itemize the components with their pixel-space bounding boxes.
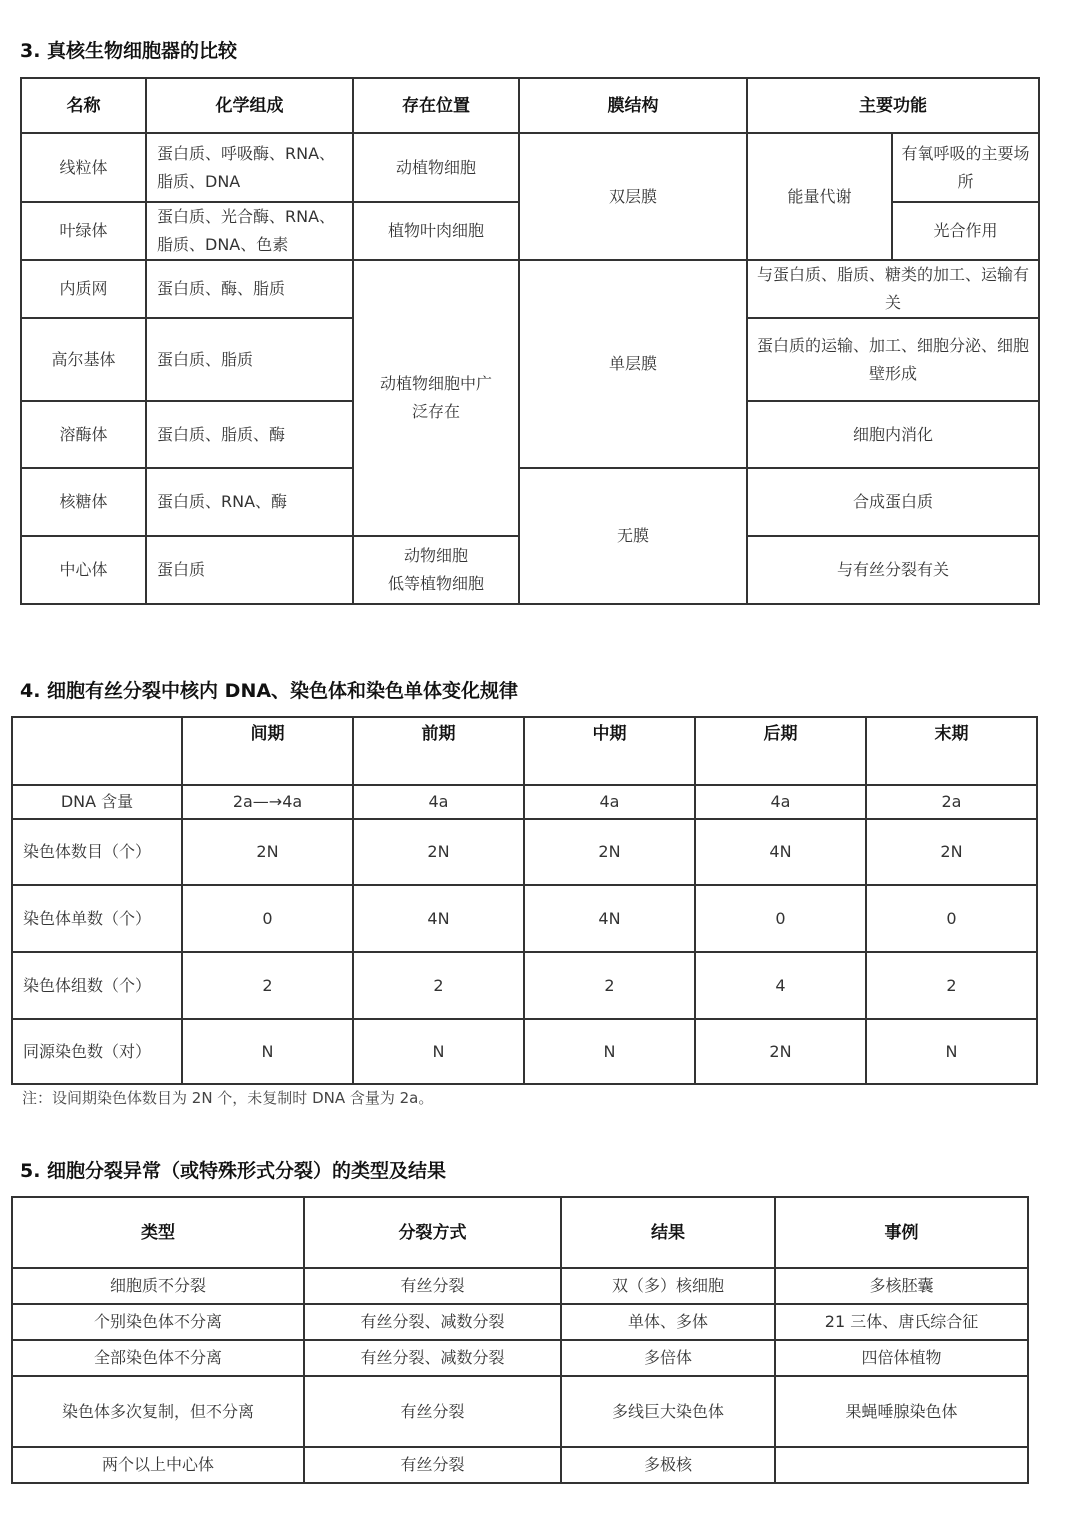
organelle-membrane: 无膜 [519,468,747,604]
row-label: 染色体数目（个） [12,819,182,885]
table-cell: 有丝分裂 [304,1376,561,1447]
table-cell: N [182,1019,353,1084]
organelle-function: 有氧呼吸的主要场所 [892,133,1039,202]
organelle-function: 与蛋白质、脂质、糖类的加工、运输有关 [747,260,1039,318]
table-cell: 多极核 [561,1447,775,1483]
organelle-composition: 蛋白质、脂质 [146,318,353,401]
col-header-location: 存在位置 [353,78,519,133]
table-cell: 0 [695,885,866,952]
section-4-title: 4. 细胞有丝分裂中核内 DNA、染色体和染色单体变化规律 [20,680,519,702]
table-row [12,1304,1028,1340]
table-cell: 有丝分裂、减数分裂 [304,1340,561,1376]
table-header-row [12,1197,1028,1268]
abnormal-division-table [11,1196,1029,1484]
table-cell: 2 [866,952,1037,1019]
table-header-row [12,717,1037,785]
col-header-telophase: 末期 [866,717,1037,785]
col-header-example: 事例 [775,1197,1028,1268]
col-header-metaphase: 中期 [524,717,695,785]
table-cell: 2N [524,819,695,885]
organelle-name: 溶酶体 [21,401,146,468]
mitosis-table [11,716,1038,1085]
organelle-function: 合成蛋白质 [747,468,1039,536]
col-header-division-mode: 分裂方式 [304,1197,561,1268]
col-header-composition: 化学组成 [146,78,353,133]
col-header-name: 名称 [21,78,146,133]
organelle-location: 植物叶肉细胞 [353,202,519,260]
table-row [21,468,1039,536]
table-cell: N [353,1019,524,1084]
organelle-function: 与有丝分裂有关 [747,536,1039,604]
table-row [12,885,1037,952]
table-cell: 4a [353,785,524,819]
table-cell: 21 三体、唐氏综合征 [775,1304,1028,1340]
col-header-interphase: 间期 [182,717,353,785]
organelle-composition: 蛋白质、呼吸酶、RNA、脂质、DNA [146,133,353,202]
section-5-title: 5. 细胞分裂异常（或特殊形式分裂）的类型及结果 [20,1160,447,1182]
location-line-2: 低等植物细胞 [387,574,484,593]
table-row [12,1019,1037,1084]
row-label: 染色体单数（个） [12,885,182,952]
table-cell: 双（多）核细胞 [561,1268,775,1304]
table-cell: 2N [866,819,1037,885]
organelle-membrane: 单层膜 [519,260,747,468]
table-cell: 果蝇唾腺染色体 [775,1376,1028,1447]
table-row [12,819,1037,885]
function-group: 能量代谢 [747,133,892,260]
table-cell: 2 [353,952,524,1019]
organelle-name: 叶绿体 [21,202,146,260]
organelle-table [20,77,1040,605]
table-cell: 细胞质不分裂 [12,1268,304,1304]
table-cell: 有丝分裂、减数分裂 [304,1304,561,1340]
organelle-name: 线粒体 [21,133,146,202]
table-cell: 两个以上中心体 [12,1447,304,1483]
organelle-composition: 蛋白质、光合酶、RNA、脂质、DNA、色素 [146,202,353,260]
table-cell: 4N [353,885,524,952]
row-label: 染色体组数（个） [12,952,182,1019]
table-cell: 0 [182,885,353,952]
organelle-composition: 蛋白质 [146,536,353,604]
col-header-empty [12,717,182,785]
table-cell: 2N [182,819,353,885]
table-row [12,785,1037,819]
table-cell: 单体、多体 [561,1304,775,1340]
table-row [12,1340,1028,1376]
table-cell: 2 [182,952,353,1019]
table-note: 注：设间期染色体数目为 2N 个，未复制时 DNA 含量为 2a。 [22,1089,434,1107]
table-cell: N [524,1019,695,1084]
table-cell: 有丝分裂 [304,1447,561,1483]
table-row [12,1447,1028,1483]
table-row [12,1376,1028,1447]
table-cell: 全部染色体不分离 [12,1340,304,1376]
table-cell: 2 [524,952,695,1019]
table-cell: 4a [524,785,695,819]
organelle-function: 光合作用 [892,202,1039,260]
row-label: 同源染色数（对） [12,1019,182,1084]
table-row [21,133,1039,202]
table-cell: 四倍体植物 [775,1340,1028,1376]
col-header-anaphase: 后期 [695,717,866,785]
table-cell: 染色体多次复制，但不分离 [12,1376,304,1447]
organelle-location: 动植物细胞 [353,133,519,202]
table-cell: 2N [695,1019,866,1084]
table-cell: 2a—→4a [182,785,353,819]
organelle-membrane: 双层膜 [519,133,747,260]
table-cell [775,1447,1028,1483]
col-header-function: 主要功能 [747,78,1039,133]
table-cell: 2N [353,819,524,885]
col-header-membrane: 膜结构 [519,78,747,133]
table-cell: 多核胚囊 [775,1268,1028,1304]
organelle-function: 蛋白质的运输、加工、细胞分泌、细胞壁形成 [747,318,1039,401]
table-cell: 2a [866,785,1037,819]
organelle-composition: 蛋白质、酶、脂质 [146,260,353,318]
organelle-name: 核糖体 [21,468,146,536]
table-cell: 4N [695,819,866,885]
table-cell: 个别染色体不分离 [12,1304,304,1340]
table-cell: 4 [695,952,866,1019]
table-cell: 4N [524,885,695,952]
col-header-type: 类型 [12,1197,304,1268]
section-3-title: 3. 真核生物细胞器的比较 [20,40,238,62]
table-cell: 多线巨大染色体 [561,1376,775,1447]
table-cell: 4a [695,785,866,819]
organelle-name: 中心体 [21,536,146,604]
organelle-composition: 蛋白质、脂质、酶 [146,401,353,468]
table-row [12,952,1037,1019]
col-header-result: 结果 [561,1197,775,1268]
organelle-composition: 蛋白质、RNA、酶 [146,468,353,536]
table-cell: 有丝分裂 [304,1268,561,1304]
table-header-row [21,78,1039,133]
location-line-1: 动物细胞 [403,546,468,565]
organelle-location [353,536,519,604]
table-row [21,260,1039,318]
organelle-name: 内质网 [21,260,146,318]
table-cell: 0 [866,885,1037,952]
table-row [12,1268,1028,1304]
organelle-name: 高尔基体 [21,318,146,401]
table-cell: N [866,1019,1037,1084]
organelle-function: 细胞内消化 [747,401,1039,468]
table-cell: 多倍体 [561,1340,775,1376]
col-header-prophase: 前期 [353,717,524,785]
row-label: DNA 含量 [12,785,182,819]
organelle-location: 动植物细胞中广泛存在 [353,260,519,536]
